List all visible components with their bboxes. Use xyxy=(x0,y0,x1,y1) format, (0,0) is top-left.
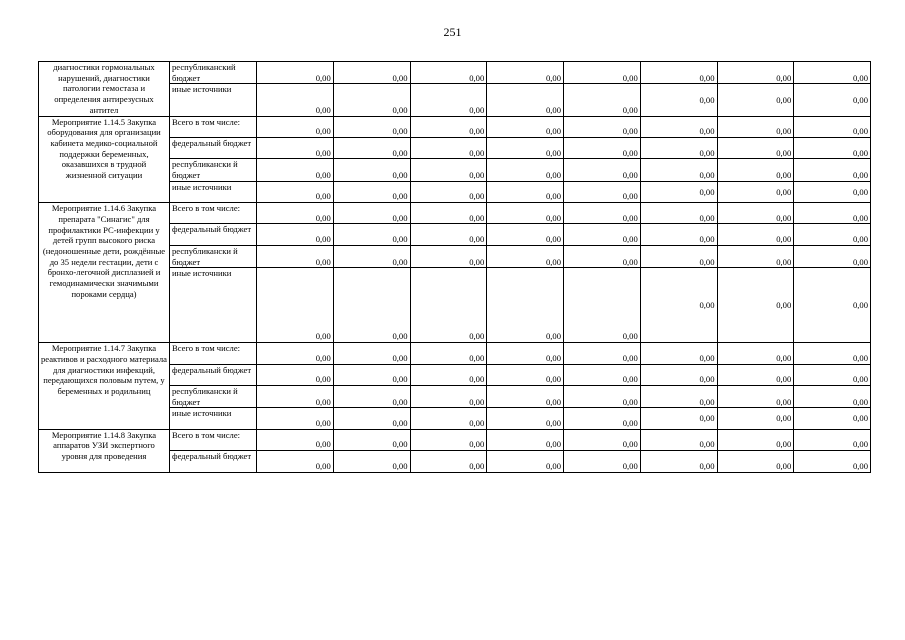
amount-cell: 0,00 xyxy=(333,181,410,202)
amount-cell: 0,00 xyxy=(794,268,871,343)
amount-cell: 0,00 xyxy=(564,364,641,385)
amount-cell: 0,00 xyxy=(410,84,487,116)
amount-cell: 0,00 xyxy=(257,385,334,407)
amount-cell: 0,00 xyxy=(333,203,410,224)
funding-source: федеральный бюджет xyxy=(170,137,257,158)
amount-cell: 0,00 xyxy=(640,84,717,116)
amount-cell: 0,00 xyxy=(257,429,334,450)
amount-cell: 0,00 xyxy=(717,116,794,137)
amount-cell: 0,00 xyxy=(410,137,487,158)
amount-cell: 0,00 xyxy=(717,203,794,224)
amount-cell: 0,00 xyxy=(564,245,641,267)
amount-cell: 0,00 xyxy=(333,224,410,245)
table-row xyxy=(39,62,871,84)
amount-cell: 0,00 xyxy=(640,137,717,158)
amount-cell: 0,00 xyxy=(794,84,871,116)
table-row xyxy=(39,116,871,137)
amount-cell: 0,00 xyxy=(794,408,871,429)
amount-cell: 0,00 xyxy=(257,343,334,364)
amount-cell: 0,00 xyxy=(640,116,717,137)
amount-cell: 0,00 xyxy=(333,84,410,116)
amount-cell: 0,00 xyxy=(410,203,487,224)
amount-cell: 0,00 xyxy=(717,224,794,245)
amount-cell: 0,00 xyxy=(410,159,487,181)
funding-source: иные источники xyxy=(170,84,257,116)
amount-cell: 0,00 xyxy=(410,268,487,343)
amount-cell: 0,00 xyxy=(410,364,487,385)
amount-cell: 0,00 xyxy=(794,245,871,267)
page-number: 251 xyxy=(443,25,462,39)
measure-description: Мероприятие 1.14.5 Закупка оборудования для организации кабинета медико-социальной поддержки беременных, оказавшихся в трудной жизненной ситуации xyxy=(39,116,170,203)
amount-cell: 0,00 xyxy=(487,203,564,224)
funding-source: республиканский бюджет xyxy=(170,62,257,84)
amount-cell: 0,00 xyxy=(794,116,871,137)
amount-cell: 0,00 xyxy=(410,343,487,364)
measure-description: Мероприятие 1.14.7 Закупка реактивов и расходного материала для диагностики инфекций, передающихся половым путем, у беременных и родильниц xyxy=(39,343,170,430)
amount-cell: 0,00 xyxy=(487,116,564,137)
amount-cell: 0,00 xyxy=(640,159,717,181)
amount-cell: 0,00 xyxy=(333,268,410,343)
amount-cell: 0,00 xyxy=(640,268,717,343)
amount-cell: 0,00 xyxy=(410,224,487,245)
amount-cell: 0,00 xyxy=(564,181,641,202)
amount-cell: 0,00 xyxy=(640,245,717,267)
amount-cell: 0,00 xyxy=(640,385,717,407)
amount-cell: 0,00 xyxy=(487,181,564,202)
amount-cell: 0,00 xyxy=(794,343,871,364)
amount-cell: 0,00 xyxy=(487,385,564,407)
measure-description: диагностики гормональных нарушений, диагностики патологии гемостаза и определения антирезусных антител xyxy=(39,62,170,117)
amount-cell: 0,00 xyxy=(794,429,871,450)
amount-cell: 0,00 xyxy=(410,451,487,472)
amount-cell: 0,00 xyxy=(794,181,871,202)
amount-cell: 0,00 xyxy=(487,451,564,472)
amount-cell: 0,00 xyxy=(487,429,564,450)
amount-cell: 0,00 xyxy=(257,224,334,245)
amount-cell: 0,00 xyxy=(564,116,641,137)
amount-cell: 0,00 xyxy=(333,343,410,364)
funding-source: Всего в том числе: xyxy=(170,429,257,450)
amount-cell: 0,00 xyxy=(333,159,410,181)
amount-cell: 0,00 xyxy=(487,245,564,267)
amount-cell: 0,00 xyxy=(487,408,564,429)
table-row xyxy=(39,343,871,364)
amount-cell: 0,00 xyxy=(257,203,334,224)
amount-cell: 0,00 xyxy=(564,159,641,181)
amount-cell: 0,00 xyxy=(717,84,794,116)
amount-cell: 0,00 xyxy=(564,343,641,364)
amount-cell: 0,00 xyxy=(564,137,641,158)
amount-cell: 0,00 xyxy=(640,62,717,84)
funding-source: иные источники xyxy=(170,268,257,343)
amount-cell: 0,00 xyxy=(333,364,410,385)
funding-source: Всего в том числе: xyxy=(170,203,257,224)
amount-cell: 0,00 xyxy=(257,181,334,202)
amount-cell: 0,00 xyxy=(794,364,871,385)
amount-cell: 0,00 xyxy=(410,385,487,407)
amount-cell: 0,00 xyxy=(564,408,641,429)
amount-cell: 0,00 xyxy=(333,116,410,137)
amount-cell: 0,00 xyxy=(257,84,334,116)
funding-source: иные источники xyxy=(170,181,257,202)
amount-cell: 0,00 xyxy=(487,137,564,158)
funding-source: иные источники xyxy=(170,408,257,429)
amount-cell: 0,00 xyxy=(487,268,564,343)
funding-table xyxy=(38,61,871,473)
amount-cell: 0,00 xyxy=(487,84,564,116)
amount-cell: 0,00 xyxy=(794,451,871,472)
amount-cell: 0,00 xyxy=(257,62,334,84)
amount-cell: 0,00 xyxy=(410,116,487,137)
amount-cell: 0,00 xyxy=(564,203,641,224)
amount-cell: 0,00 xyxy=(564,429,641,450)
amount-cell: 0,00 xyxy=(564,62,641,84)
amount-cell: 0,00 xyxy=(794,203,871,224)
amount-cell: 0,00 xyxy=(717,268,794,343)
amount-cell: 0,00 xyxy=(794,385,871,407)
amount-cell: 0,00 xyxy=(257,116,334,137)
amount-cell: 0,00 xyxy=(640,181,717,202)
amount-cell: 0,00 xyxy=(717,385,794,407)
amount-cell: 0,00 xyxy=(717,159,794,181)
amount-cell: 0,00 xyxy=(717,137,794,158)
amount-cell: 0,00 xyxy=(487,62,564,84)
amount-cell: 0,00 xyxy=(717,364,794,385)
amount-cell: 0,00 xyxy=(717,62,794,84)
amount-cell: 0,00 xyxy=(333,62,410,84)
funding-source: республикански й бюджет xyxy=(170,159,257,181)
amount-cell: 0,00 xyxy=(794,62,871,84)
amount-cell: 0,00 xyxy=(717,245,794,267)
amount-cell: 0,00 xyxy=(640,343,717,364)
amount-cell: 0,00 xyxy=(640,224,717,245)
amount-cell: 0,00 xyxy=(333,137,410,158)
amount-cell: 0,00 xyxy=(564,268,641,343)
amount-cell: 0,00 xyxy=(410,62,487,84)
amount-cell: 0,00 xyxy=(257,137,334,158)
amount-cell: 0,00 xyxy=(717,408,794,429)
amount-cell: 0,00 xyxy=(487,224,564,245)
amount-cell: 0,00 xyxy=(410,245,487,267)
amount-cell: 0,00 xyxy=(487,343,564,364)
amount-cell: 0,00 xyxy=(564,385,641,407)
funding-source: Всего в том числе: xyxy=(170,343,257,364)
amount-cell: 0,00 xyxy=(410,408,487,429)
amount-cell: 0,00 xyxy=(333,429,410,450)
table-row xyxy=(39,429,871,450)
amount-cell: 0,00 xyxy=(794,137,871,158)
amount-cell: 0,00 xyxy=(410,429,487,450)
amount-cell: 0,00 xyxy=(717,181,794,202)
amount-cell: 0,00 xyxy=(257,245,334,267)
amount-cell: 0,00 xyxy=(333,451,410,472)
amount-cell: 0,00 xyxy=(257,364,334,385)
funding-source: Всего в том числе: xyxy=(170,116,257,137)
funding-source: федеральный бюджет xyxy=(170,364,257,385)
amount-cell: 0,00 xyxy=(333,408,410,429)
amount-cell: 0,00 xyxy=(794,159,871,181)
amount-cell: 0,00 xyxy=(257,268,334,343)
measure-description: Мероприятие 1.14.6 Закупка препарата "Синагис" для профилактики РС-инфекции у детей групп высокого риска (недоношенные дети, рождённые до 35 недели гестации, дети с бронхо-легочной дисплазией и гемодинамически значимыми пороками сердца) xyxy=(39,203,170,343)
amount-cell: 0,00 xyxy=(257,159,334,181)
amount-cell: 0,00 xyxy=(487,364,564,385)
amount-cell: 0,00 xyxy=(564,224,641,245)
measure-description: Мероприятие 1.14.8 Закупка аппаратов УЗИ экспертного уровня для проведения xyxy=(39,429,170,472)
amount-cell: 0,00 xyxy=(640,203,717,224)
funding-source: федеральный бюджет xyxy=(170,451,257,472)
amount-cell: 0,00 xyxy=(794,224,871,245)
amount-cell: 0,00 xyxy=(640,408,717,429)
amount-cell: 0,00 xyxy=(717,343,794,364)
amount-cell: 0,00 xyxy=(333,385,410,407)
amount-cell: 0,00 xyxy=(640,451,717,472)
amount-cell: 0,00 xyxy=(717,451,794,472)
funding-source: республикански й бюджет xyxy=(170,385,257,407)
amount-cell: 0,00 xyxy=(564,84,641,116)
amount-cell: 0,00 xyxy=(640,429,717,450)
table-row xyxy=(39,203,871,224)
funding-source: федеральный бюджет xyxy=(170,224,257,245)
amount-cell: 0,00 xyxy=(257,451,334,472)
amount-cell: 0,00 xyxy=(640,364,717,385)
amount-cell: 0,00 xyxy=(410,181,487,202)
amount-cell: 0,00 xyxy=(487,159,564,181)
amount-cell: 0,00 xyxy=(257,408,334,429)
amount-cell: 0,00 xyxy=(333,245,410,267)
amount-cell: 0,00 xyxy=(717,429,794,450)
funding-source: республикански й бюджет xyxy=(170,245,257,267)
amount-cell: 0,00 xyxy=(564,451,641,472)
